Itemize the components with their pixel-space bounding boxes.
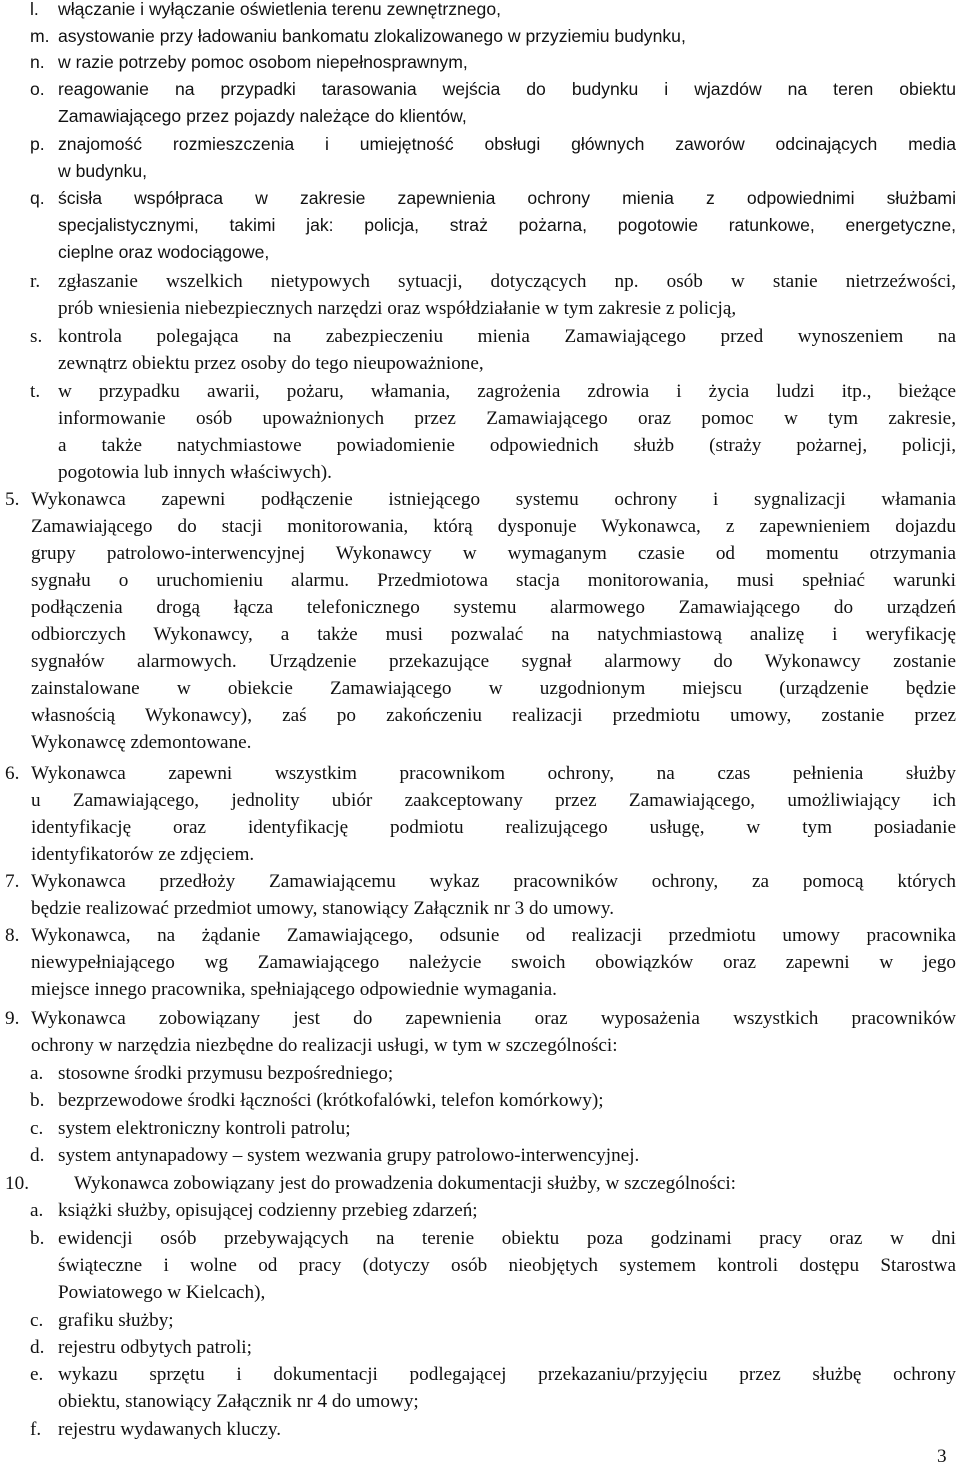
list-item-marker: p. [30, 134, 45, 154]
sub-item-text-line: rejestru odbytych patroli; [58, 1337, 252, 1358]
numbered-point-text-line: Wykonawca zobowiązany jest do zapewnienia oraz wyposażenia wszystkich pracowników [31, 1008, 956, 1029]
numbered-point-marker: 6. [5, 763, 20, 784]
numbered-point-text-line: sygnałów alarmowych. Urządzenie przekazujące sygnał alarmowy do Wykonawcy zostanie [31, 651, 956, 672]
list-item-marker: q. [30, 188, 45, 208]
sub-item-text-line: grafiku służby; [58, 1310, 174, 1331]
numbered-point-text-line: podłączenia drogą łącza telefonicznego systemu alarmowego Zamawiającego do urządzeń [31, 597, 956, 618]
list-item-text-line: prób wniesienia niebezpiecznych narzędzi oraz współdziałanie w tym zakresie z policją, [58, 298, 737, 319]
numbered-point-text-line: Zamawiającego do stacji monitorowania, którą dysponuje Wykonawca, z zapewnieniem dojazdu [31, 516, 956, 537]
list-item-marker: l. [30, 0, 39, 19]
numbered-point-text-line: będzie realizować przedmiot umowy, stanowiący Załącznik nr 3 do umowy. [31, 898, 615, 919]
numbered-point-text-line: identyfikatorów ze zdjęciem. [31, 844, 255, 865]
numbered-point-text-line: Wykonawca, na żądanie Zamawiającego, odsunie od realizacji przedmiotu umowy pracownika [31, 925, 956, 946]
sub-item-text-line: bezprzewodowe środki łączności (krótkofalówki, telefon komórkowy); [58, 1090, 604, 1111]
list-item-text-line: w razie potrzeby pomoc osobom niepełnosprawnym, [58, 52, 468, 72]
sub-item-text-line: ewidencji osób przebywających na terenie obiektu poza godzinami pracy oraz w dni [58, 1228, 956, 1249]
list-item-marker: s. [30, 326, 43, 347]
numbered-point-text-line: grupy patrolowo-interwencyjnej Wykonawcy w wymaganym czasie od momentu otrzymania [31, 543, 956, 564]
numbered-point-text-line: Wykonawca zapewni wszystkim pracownikom ochrony, na czas pełnienia służby [31, 763, 956, 784]
sub-item-text-line: stosowne środki przymusu bezpośredniego; [58, 1063, 394, 1084]
list-item-text-line: w budynku, [58, 161, 147, 181]
numbered-point-text-line: u Zamawiającego, jednolity ubiór zaakceptowany przez Zamawiającego, umożliwiający ich [31, 790, 956, 811]
list-item-text-line: zgłaszanie wszelkich nietypowych sytuacji, dotyczących np. osób w stanie nietrzeźwości, [58, 271, 956, 292]
list-item-text-line: asystowanie przy ładowaniu bankomatu zlokalizowanego w przyziemiu budynku, [58, 26, 686, 46]
list-item-text-line: cieplne oraz wodociągowe, [58, 242, 270, 262]
numbered-point-marker: 9. [5, 1008, 20, 1029]
list-item-text-line: a także natychmiastowe powiadomienie odpowiednich służb (straży pożarnej, policji, [58, 435, 956, 456]
list-item-marker: m. [30, 26, 50, 46]
list-item-marker: o. [30, 79, 45, 99]
numbered-point-text-line: sygnału o uruchomieniu alarmu. Przedmiotowa stacja monitorowania, musi spełniać warunki [31, 570, 956, 591]
sub-item-text-line: obiektu, stanowiący Załącznik nr 4 do umowy; [58, 1391, 419, 1412]
sub-item-marker: f. [30, 1419, 42, 1440]
list-item-text-line: reagowanie na przypadki tarasowania wejścia do budynku i wjazdów na teren obiektu [58, 79, 956, 99]
page-number: 3 [937, 1446, 947, 1467]
numbered-point-text-line: niewypełniającego wg Zamawiającego należycie swoich obowiązków oraz zapewni w jego [31, 952, 956, 973]
numbered-point-text-line: własnością Wykonawcy), zaś po zakończeniu realizacji przedmiotu umowy, zostanie przez [31, 705, 956, 726]
list-item-text-line: znajomość rozmieszczenia i umiejętność obsługi głównych zaworów odcinających media [58, 134, 956, 154]
list-item-text-line: Zamawiającego przez pojazdy należące do klientów, [58, 106, 467, 126]
sub-item-text-line: Powiatowego w Kielcach), [58, 1282, 266, 1303]
list-item-text-line: zewnątrz obiektu przez osoby do tego nieupoważnione, [58, 353, 484, 374]
numbered-point-text-line: miejsce innego pracownika, spełniającego odpowiednie wymagania. [31, 979, 557, 1000]
sub-item-marker: b. [30, 1090, 45, 1111]
list-item-text-line: informowanie osób upoważnionych przez Zamawiającego oraz pomoc w tym zakresie, [58, 408, 956, 429]
numbered-point-text-line: odbiorczych Wykonawcy, a także musi pozwalać na natychmiastową analizę i weryfikację [31, 624, 956, 645]
numbered-point-marker: 7. [5, 871, 20, 892]
list-item-marker: r. [30, 271, 41, 292]
sub-item-marker: a. [30, 1063, 44, 1084]
numbered-point-text-line: Wykonawca zapewni podłączenie istniejącego systemu ochrony i sygnalizacji włamania [31, 489, 956, 510]
numbered-point-text-line: ochrony w narzędzia niezbędne do realizacji usługi, w tym w szczególności: [31, 1035, 618, 1056]
sub-item-text-line: książki służby, opisującej codzienny przebieg zdarzeń; [58, 1200, 478, 1221]
sub-item-marker: a. [30, 1200, 44, 1221]
list-item-text-line: kontrola polegająca na zabezpieczeniu mienia Zamawiającego przed wynoszeniem na [58, 326, 956, 347]
sub-item-text-line: świąteczne i wolne od pracy (dotyczy osób nieobjętych systemem kontroli dostępu Starostwa [58, 1255, 956, 1276]
list-item-text-line: w przypadku awarii, pożaru, włamania, zagrożenia zdrowia i życia ludzi itp., bieżące [58, 381, 956, 402]
list-item-text-line: specjalistycznymi, takimi jak: policja, straż pożarna, pogotowie ratunkowe, energetyczne, [58, 215, 956, 235]
numbered-point-text-line: Wykonawcę zdemontowane. [31, 732, 252, 753]
sub-item-marker: e. [30, 1364, 44, 1385]
list-item-text-line: pogotowia lub innych właściwych). [58, 462, 332, 483]
sub-item-text-line: system antynapadowy – system wezwania grupy patrolowo-interwencyjnej. [58, 1145, 640, 1166]
sub-item-marker: b. [30, 1228, 45, 1249]
numbered-point-text-line: Wykonawca przedłoży Zamawiającemu wykaz pracowników ochrony, za pomocą których [31, 871, 956, 892]
numbered-point-marker: 5. [5, 489, 20, 510]
numbered-point-marker: 8. [5, 925, 20, 946]
sub-item-marker: c. [30, 1310, 44, 1331]
sub-item-marker: d. [30, 1145, 45, 1166]
sub-item-text-line: wykazu sprzętu i dokumentacji podlegającej przekazaniu/przyjęciu przez służbę ochrony [58, 1364, 956, 1385]
list-item-text-line: ścisła współpraca w zakresie zapewnienia ochrony mienia z odpowiednimi służbami [58, 188, 956, 208]
list-item-marker: t. [30, 381, 41, 402]
sub-item-text-line: system elektroniczny kontroli patrolu; [58, 1118, 351, 1139]
numbered-point-text-line: identyfikację oraz identyfikację podmiotu realizującego usługę, w tym posiadanie [31, 817, 956, 838]
sub-item-marker: c. [30, 1118, 44, 1139]
numbered-point-marker: 10. [5, 1173, 29, 1194]
sub-item-marker: d. [30, 1337, 45, 1358]
list-item-text-line: włączanie i wyłączanie oświetlenia terenu zewnętrznego, [58, 0, 502, 19]
numbered-point-text-line: Wykonawca zobowiązany jest do prowadzenia dokumentacji służby, w szczególności: [74, 1173, 737, 1194]
list-item-marker: n. [30, 52, 45, 72]
numbered-point-text-line: zainstalowane w obiekcie Zamawiającego w uzgodnionym miejscu (urządzenie będzie [31, 678, 956, 699]
sub-item-text-line: rejestru wydawanych kluczy. [58, 1419, 282, 1440]
